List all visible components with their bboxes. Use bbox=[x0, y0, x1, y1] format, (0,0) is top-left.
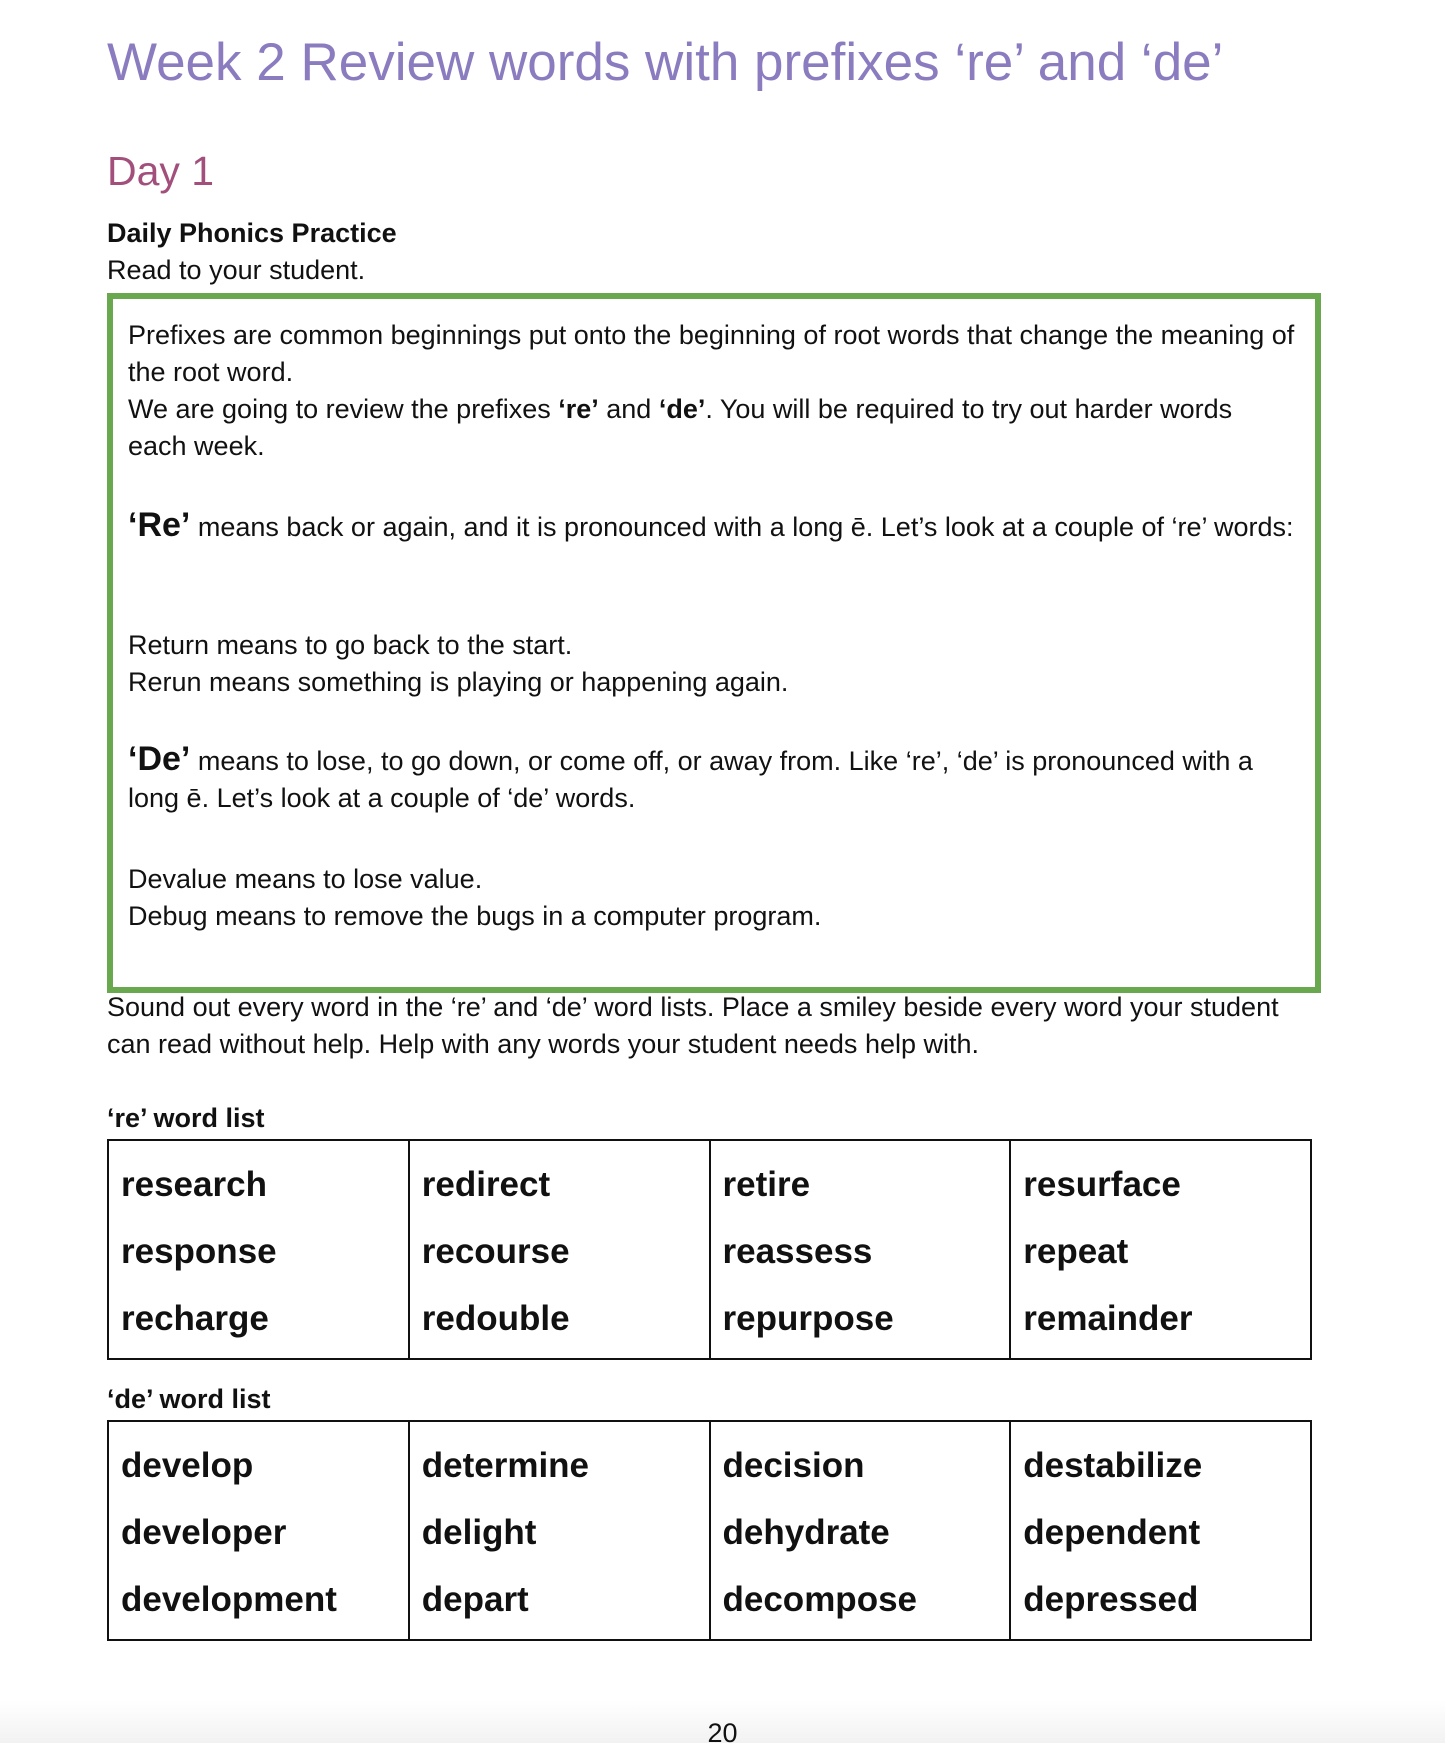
re-list-label: ‘re’ word list bbox=[107, 1103, 265, 1133]
prefix-re-bold: ‘re’ bbox=[558, 394, 599, 424]
box-text: . You will be required to try out harder words each week. bbox=[128, 394, 1233, 461]
word: repeat bbox=[1023, 1232, 1129, 1271]
word: development bbox=[121, 1580, 337, 1619]
sound-out-instructions: Sound out every word in the ‘re’ and ‘de’ word lists. Place a smiley beside every word your student can read without help. Help with any words your student needs help with. bbox=[107, 992, 1279, 1059]
prefix-de-bold: ‘de’ bbox=[658, 394, 706, 424]
de-word-table bbox=[107, 1420, 1312, 1641]
word: decompose bbox=[722, 1580, 917, 1619]
example-line: Debug means to remove the bugs in a computer program. bbox=[128, 901, 822, 931]
box-paragraph-re-meaning bbox=[128, 507, 1298, 546]
word: depart bbox=[421, 1580, 529, 1619]
word: dependent bbox=[1023, 1513, 1201, 1552]
word: research bbox=[121, 1165, 267, 1204]
example-line: Return means to go back to the start. bbox=[128, 630, 573, 660]
day-heading: Day 1 bbox=[107, 148, 215, 194]
word: resurface bbox=[1023, 1165, 1181, 1204]
word: reassess bbox=[722, 1232, 873, 1271]
box-text: and bbox=[598, 394, 659, 424]
word: destabilize bbox=[1023, 1446, 1203, 1485]
re-heading: ‘Re’ bbox=[128, 506, 191, 544]
example-line: Rerun means something is playing or happening again. bbox=[128, 667, 789, 697]
box-text: means to lose, to go down, or come off, or away from. Like ‘re’, ‘de’ is pronounced with a long ē. Let’s look at a couple of ‘de’ words. bbox=[128, 746, 1253, 813]
section-heading: Daily Phonics Practice bbox=[107, 218, 397, 248]
box-paragraph-review bbox=[128, 391, 1298, 465]
word-cell bbox=[409, 1421, 710, 1640]
de-list-label: ‘de’ word list bbox=[107, 1384, 271, 1414]
word-cell bbox=[108, 1421, 409, 1640]
box-text: means back or again, and it is pronounced with a long ē. Let’s look at a couple of ‘re’ words: bbox=[190, 512, 1294, 542]
word: dehydrate bbox=[722, 1513, 890, 1552]
word: developer bbox=[121, 1513, 287, 1552]
word: redouble bbox=[421, 1299, 570, 1338]
word-cell bbox=[710, 1140, 1011, 1359]
example-line: Devalue means to lose value. bbox=[128, 864, 483, 894]
box-paragraph-re-examples bbox=[128, 627, 1298, 701]
box-paragraph-definition: Prefixes are common beginnings put onto the beginning of root words that change the meaning of the root word. bbox=[128, 320, 1295, 387]
word: remainder bbox=[1023, 1299, 1193, 1338]
box-paragraph-de-meaning bbox=[128, 741, 1298, 817]
word-cell bbox=[710, 1421, 1011, 1640]
word: develop bbox=[121, 1446, 254, 1485]
read-aloud-box bbox=[107, 293, 1321, 993]
word: recourse bbox=[421, 1232, 570, 1271]
word: repurpose bbox=[722, 1299, 894, 1338]
word: determine bbox=[421, 1446, 590, 1485]
table-row bbox=[108, 1421, 1311, 1640]
word: redirect bbox=[421, 1165, 551, 1204]
page-number: 20 bbox=[707, 1718, 738, 1748]
word: decision bbox=[722, 1446, 865, 1485]
word-cell bbox=[108, 1140, 409, 1359]
word: retire bbox=[722, 1165, 811, 1204]
word-cell bbox=[1010, 1421, 1311, 1640]
re-word-table bbox=[107, 1139, 1312, 1360]
box-text: We are going to review the prefixes bbox=[128, 394, 559, 424]
page-title: Week 2 Review words with prefixes ‘re’ and ‘de’ bbox=[107, 33, 1224, 92]
word: recharge bbox=[121, 1299, 269, 1338]
word-cell bbox=[1010, 1140, 1311, 1359]
word-cell bbox=[409, 1140, 710, 1359]
box-paragraph-de-examples bbox=[128, 861, 1298, 935]
word: delight bbox=[421, 1513, 537, 1552]
instruction-text: Read to your student. bbox=[107, 255, 366, 285]
de-heading: ‘De’ bbox=[128, 740, 191, 778]
word: response bbox=[121, 1232, 277, 1271]
table-row bbox=[108, 1140, 1311, 1359]
word: depressed bbox=[1023, 1580, 1199, 1619]
